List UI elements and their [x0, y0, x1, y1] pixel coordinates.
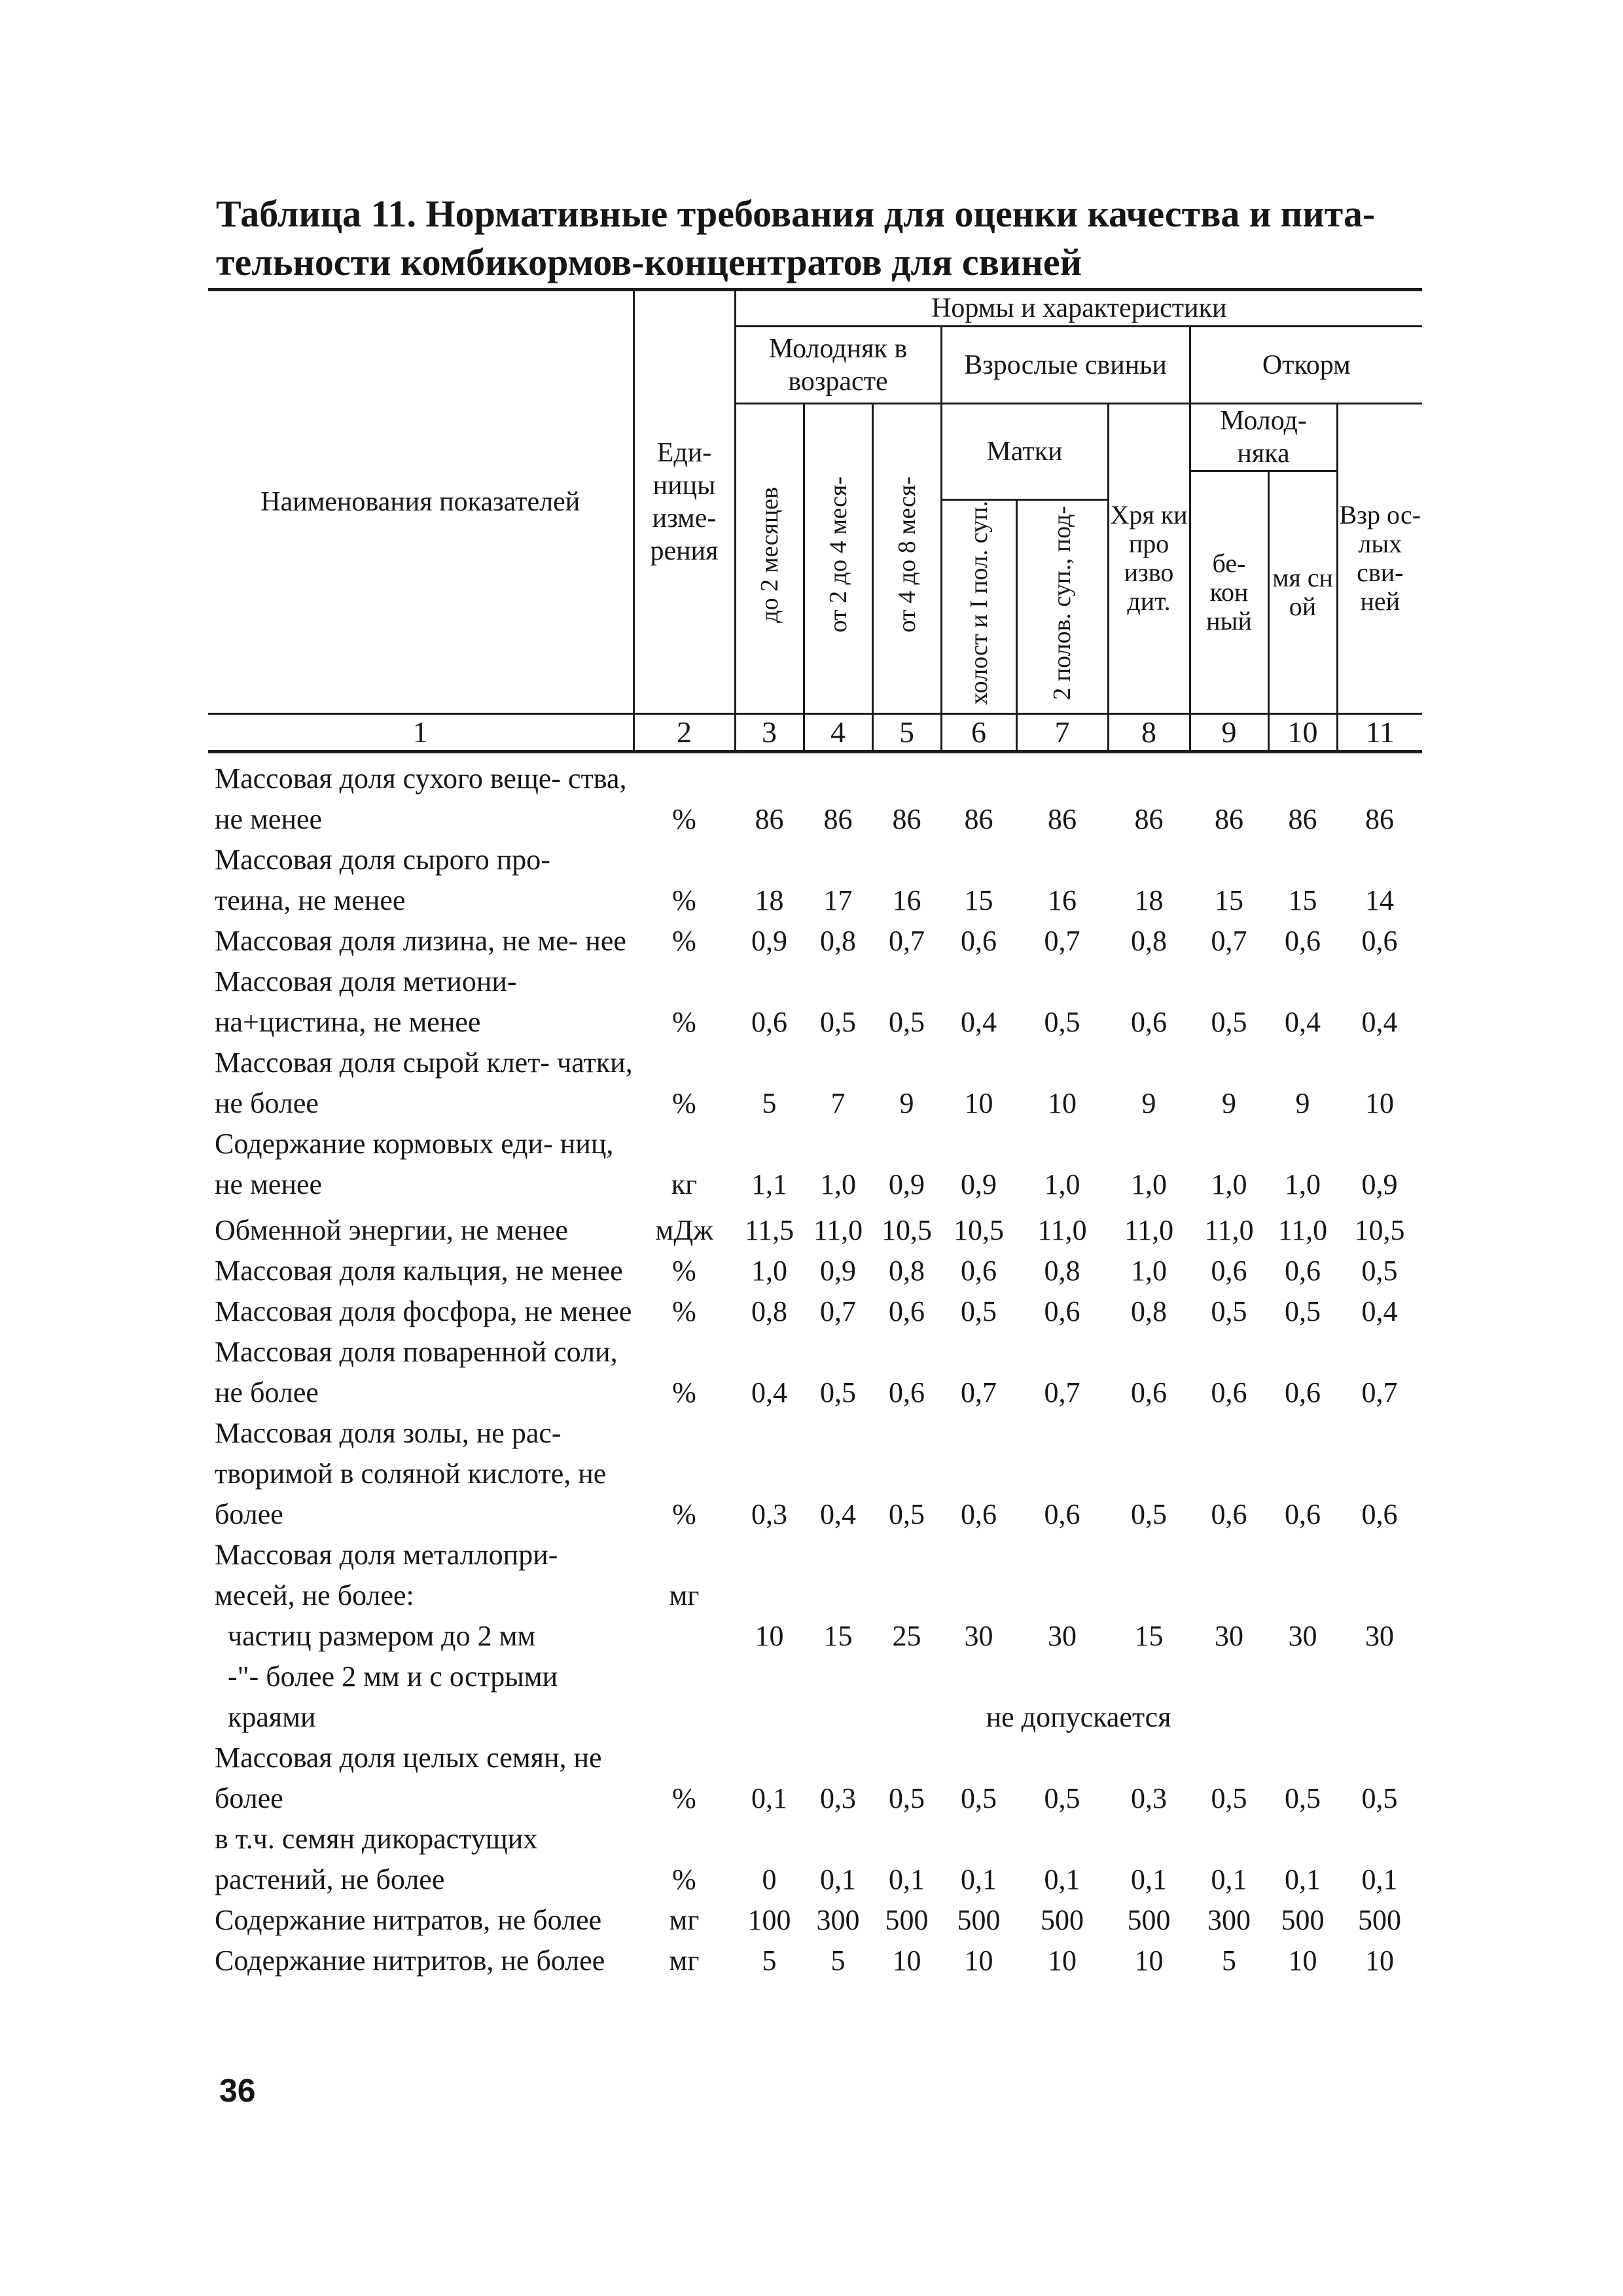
row-unit: % — [672, 1782, 696, 1814]
row-value: 10 — [892, 1944, 921, 1977]
row-value: 0,6 — [889, 1295, 925, 1327]
row-name: частиц размером до 2 мм — [228, 1619, 536, 1652]
row-value: 11,0 — [813, 1213, 863, 1246]
row-name: Массовая доля метиони- на+цистина, не менее — [215, 965, 517, 1038]
row-value: 17 — [823, 884, 853, 916]
table-row — [208, 1124, 1422, 1205]
header-boars: Хря ки про изво дит. — [1108, 404, 1190, 714]
header-age-3 — [872, 404, 941, 714]
row-value: 0,4 — [1361, 1295, 1398, 1327]
row-value: 5 — [762, 1944, 777, 1977]
row-value: 7 — [830, 1086, 846, 1119]
row-name: Массовая доля сырой клет- чатки, не более — [215, 1046, 633, 1119]
row-value: 1,0 — [1044, 1168, 1080, 1200]
row-value: 10 — [1048, 1944, 1077, 1977]
row-value: 10 — [1365, 1944, 1395, 1977]
row-value: 0,6 — [961, 1498, 997, 1530]
row-value: 10,5 — [954, 1213, 1004, 1246]
header-bacon: бе- кон ный — [1190, 471, 1268, 714]
row-value: 100 — [747, 1903, 791, 1936]
table-row — [208, 1657, 1422, 1738]
table-row — [208, 1900, 1422, 1941]
table-row — [208, 1043, 1422, 1124]
row-value: 16 — [892, 884, 921, 916]
row-unit — [633, 1616, 735, 1657]
col-number: 2 — [633, 713, 735, 751]
row-value: 0,1 — [1044, 1863, 1080, 1895]
row-value: 0,6 — [1361, 924, 1398, 957]
row-value: 0,8 — [1131, 1295, 1167, 1327]
row-value: 10 — [1288, 1944, 1317, 1977]
row-value: 0,3 — [751, 1498, 787, 1530]
row-value: 0,1 — [1285, 1863, 1321, 1895]
header-age-2-text: от 2 до 4 меся- — [824, 476, 852, 633]
header-sow-1 — [941, 500, 1016, 714]
title-line-1: Таблица 11. Нормативные требования для оценки качества и пита- — [216, 192, 1376, 235]
table-row — [208, 1819, 1422, 1900]
row-value: 11,0 — [1277, 1213, 1328, 1246]
col-number: 8 — [1108, 713, 1190, 751]
row-name: Массовая доля фосфора, не менее — [215, 1295, 632, 1327]
row-unit: % — [672, 1376, 696, 1408]
row-value: 5 — [1222, 1944, 1236, 1977]
row-value: 0,6 — [1361, 1498, 1398, 1530]
row-value: 1,0 — [1131, 1168, 1167, 1200]
row-value: 86 — [892, 802, 921, 835]
row-value: 0,4 — [1361, 1005, 1398, 1038]
row-value: 0,5 — [1211, 1005, 1247, 1038]
table-row — [208, 1941, 1422, 1981]
row-name: Массовая доля металлопри- месей, не более: — [215, 1538, 558, 1611]
row-value: 0,5 — [1285, 1295, 1321, 1327]
row-value — [1190, 1535, 1268, 1616]
row-value: 0,8 — [1044, 1254, 1080, 1287]
row-value: 18 — [1134, 884, 1164, 916]
header-meat: мя сн ой — [1268, 471, 1337, 714]
row-unit: кг — [671, 1168, 698, 1200]
row-name: Массовая доля поваренной соли, не более — [215, 1335, 618, 1408]
row-unit: % — [672, 802, 696, 835]
page-number: 36 — [219, 2072, 256, 2109]
row-value: 30 — [1048, 1619, 1077, 1652]
row-value: 30 — [1288, 1619, 1317, 1652]
row-value: 0,7 — [820, 1295, 856, 1327]
row-name: Обменной энергии, не менее — [215, 1213, 568, 1246]
row-value: 0,6 — [1211, 1376, 1247, 1408]
row-value: 30 — [964, 1619, 993, 1652]
row-value: 0,5 — [820, 1376, 856, 1408]
row-value: 0,9 — [889, 1168, 925, 1200]
row-unit: % — [672, 1295, 696, 1327]
row-value: 0,1 — [1211, 1863, 1247, 1895]
row-name: Содержание нитритов, не более — [215, 1944, 605, 1977]
row-unit: мг — [669, 1903, 700, 1936]
row-value: 500 — [1281, 1903, 1325, 1936]
table-row — [208, 1738, 1422, 1819]
col-number: 4 — [804, 713, 872, 751]
col-number: 10 — [1268, 713, 1337, 751]
table-row — [208, 1413, 1422, 1535]
row-value: 0,5 — [820, 1005, 856, 1038]
row-value: 0,5 — [1211, 1295, 1247, 1327]
table-row — [208, 1291, 1422, 1332]
row-value: 0,1 — [820, 1863, 856, 1895]
row-value: 86 — [823, 802, 853, 835]
row-value: 86 — [755, 802, 784, 835]
row-name: -"- более 2 мм и с острыми краями — [228, 1660, 558, 1733]
row-name: Массовая доля кальция, не менее — [215, 1254, 623, 1287]
col-number: 1 — [208, 713, 633, 751]
row-value: 86 — [964, 802, 993, 835]
row-unit: мг — [669, 1579, 700, 1611]
row-value: 500 — [1041, 1903, 1084, 1936]
row-value: 500 — [957, 1903, 1001, 1936]
row-value: 0,6 — [1285, 1254, 1321, 1287]
table-row — [208, 1332, 1422, 1413]
row-value: 0,5 — [1361, 1782, 1398, 1814]
row-unit: мДж — [655, 1213, 713, 1246]
row-value — [735, 1535, 804, 1616]
row-value: 0,5 — [1285, 1782, 1321, 1814]
header-norms: Нормы и характеристики — [735, 290, 1422, 327]
header-young: Молодняк в возрасте — [735, 327, 941, 404]
row-value — [1268, 1535, 1337, 1616]
row-value: 10 — [964, 1944, 993, 1977]
table-row — [208, 840, 1422, 921]
header-adults: Взрослые свиньи — [941, 327, 1190, 404]
row-value: 15 — [1288, 884, 1317, 916]
header-sow-2 — [1016, 500, 1108, 714]
row-value: 500 — [885, 1903, 929, 1936]
row-value: 0,1 — [751, 1782, 787, 1814]
row-value: 0,8 — [751, 1295, 787, 1327]
row-value: 10 — [1365, 1086, 1395, 1119]
row-unit: % — [672, 1005, 696, 1038]
row-value: 9 — [1222, 1086, 1236, 1119]
header-units: Еди- ницы изме- рения — [633, 290, 735, 714]
row-unit: % — [672, 1863, 696, 1895]
row-value: 300 — [816, 1903, 860, 1936]
row-name: Массовая доля целых семян, не более — [215, 1741, 602, 1814]
row-value: 86 — [1365, 802, 1395, 835]
header-young-fat: Молод- няка — [1190, 404, 1337, 471]
row-value: 0,6 — [1131, 1005, 1167, 1038]
row-value: 0,6 — [1285, 1376, 1321, 1408]
row-unit — [633, 1657, 735, 1738]
row-value: 0,8 — [889, 1254, 925, 1287]
row-value: 5 — [762, 1086, 777, 1119]
row-value: 0,9 — [820, 1254, 856, 1287]
row-value: 0,5 — [889, 1005, 925, 1038]
row-value: 300 — [1207, 1903, 1251, 1936]
row-value: 0,5 — [889, 1498, 925, 1530]
table-title — [216, 190, 1420, 287]
row-value: 0,5 — [1361, 1254, 1398, 1287]
header-age-2 — [804, 404, 872, 714]
row-value: 0,9 — [961, 1168, 997, 1200]
row-value: 10 — [1048, 1086, 1077, 1119]
row-value: 0,6 — [1211, 1254, 1247, 1287]
row-value: 14 — [1365, 884, 1395, 916]
row-value: 1,0 — [820, 1168, 856, 1200]
row-value: 9 — [899, 1086, 914, 1119]
table-header — [208, 290, 1422, 752]
row-value: 1,0 — [751, 1254, 787, 1287]
row-value: 1,0 — [1211, 1168, 1247, 1200]
row-value — [872, 1535, 941, 1616]
header-age-1 — [735, 404, 804, 714]
row-value: 10,5 — [1354, 1213, 1405, 1246]
row-value: 0,5 — [889, 1782, 925, 1814]
row-name: Массовая доля сухого веще- ства, не менее — [215, 762, 627, 835]
row-value: 500 — [1358, 1903, 1402, 1936]
col-number: 7 — [1016, 713, 1108, 751]
row-value — [1337, 1535, 1422, 1616]
header-adult-fat: Взр ос- лых сви- ней — [1337, 404, 1422, 714]
row-value: 11,5 — [744, 1213, 794, 1246]
row-value: 0,5 — [1044, 1782, 1080, 1814]
row-value: 5 — [830, 1944, 846, 1977]
table-row — [208, 1616, 1422, 1657]
row-value — [1016, 1535, 1108, 1616]
row-value: 30 — [1215, 1619, 1243, 1652]
row-value: 0,7 — [1044, 924, 1080, 957]
row-unit: % — [672, 924, 696, 957]
table-row — [208, 751, 1422, 840]
row-value: 0,4 — [1285, 1005, 1321, 1038]
row-value: 0,5 — [1131, 1498, 1167, 1530]
row-value — [1108, 1535, 1190, 1616]
row-value: 0,8 — [820, 924, 856, 957]
title-line-2: тельности комбикормов-концентратов для свиней — [216, 241, 1082, 283]
row-value: 0,1 — [1361, 1863, 1398, 1895]
row-value: 0,6 — [1285, 1498, 1321, 1530]
table-row — [208, 921, 1422, 961]
header-sow-1-text: холост и I пол. суп. — [965, 501, 993, 705]
table-row — [208, 1535, 1422, 1616]
row-value: 0,7 — [1361, 1376, 1398, 1408]
row-value: 0,5 — [1044, 1005, 1080, 1038]
norms-table — [208, 288, 1422, 1981]
row-value: 0,6 — [1211, 1498, 1247, 1530]
row-value: 10 — [964, 1086, 993, 1119]
row-value: 0,7 — [961, 1376, 997, 1408]
row-value: 1,0 — [1131, 1254, 1167, 1287]
header-fattening: Откорм — [1190, 327, 1422, 404]
row-value: 0,9 — [751, 924, 787, 957]
header-names: Наименования показателей — [208, 290, 633, 714]
row-name: Содержание кормовых еди- ниц, не менее — [215, 1127, 614, 1200]
row-name: Массовая доля лизина, не ме- нее — [215, 924, 626, 957]
col-number: 11 — [1337, 713, 1422, 751]
row-value: 1,1 — [751, 1168, 787, 1200]
row-value: 0 — [762, 1863, 777, 1895]
row-value: 25 — [892, 1619, 921, 1652]
row-unit: % — [672, 1086, 696, 1119]
row-value: 0,1 — [889, 1863, 925, 1895]
row-unit: % — [672, 1498, 696, 1530]
row-value: 30 — [1365, 1619, 1395, 1652]
row-value: 11,0 — [1124, 1213, 1174, 1246]
row-value: 10 — [1134, 1944, 1164, 1977]
row-value: 15 — [964, 884, 993, 916]
row-value: 500 — [1127, 1903, 1171, 1936]
row-value: 0,6 — [961, 1254, 997, 1287]
row-value: 10 — [755, 1619, 784, 1652]
row-value: 0,4 — [961, 1005, 997, 1038]
header-sows: Матки — [941, 404, 1108, 500]
row-value: 1,0 — [1285, 1168, 1321, 1200]
col-number: 6 — [941, 713, 1016, 751]
row-value: 9 — [1141, 1086, 1156, 1119]
row-name: Массовая доля золы, не рас- творимой в соляной кислоте, не более — [215, 1416, 607, 1530]
row-value: 0,9 — [1361, 1168, 1398, 1200]
row-value: 86 — [1048, 802, 1077, 835]
col-number: 3 — [735, 713, 804, 751]
row-value: 18 — [755, 884, 784, 916]
row-value: 0,5 — [1211, 1782, 1247, 1814]
row-value: 10,5 — [882, 1213, 932, 1246]
row-value: 0,7 — [1044, 1376, 1080, 1408]
row-value: 0,3 — [820, 1782, 856, 1814]
row-value: 0,1 — [1131, 1863, 1167, 1895]
row-value: 9 — [1295, 1086, 1310, 1119]
row-value: 11,0 — [1037, 1213, 1087, 1246]
row-value: 0,6 — [889, 1376, 925, 1408]
row-value: 0,6 — [1131, 1376, 1167, 1408]
row-value: 0,4 — [820, 1498, 856, 1530]
table-body — [208, 751, 1422, 1981]
row-value: 0,8 — [1131, 924, 1167, 957]
row-value: 0,6 — [961, 924, 997, 957]
row-value: 0,4 — [751, 1376, 787, 1408]
row-value — [804, 1535, 872, 1616]
row-value — [941, 1535, 1016, 1616]
row-value: 86 — [1134, 802, 1164, 835]
row-value: 0,5 — [961, 1782, 997, 1814]
row-value: 0,6 — [1044, 1295, 1080, 1327]
row-value: 0,7 — [889, 924, 925, 957]
row-name: в т.ч. семян дикорастущих растений, не более — [215, 1822, 538, 1895]
row-value: 0,6 — [1044, 1498, 1080, 1530]
row-value: 15 — [823, 1619, 853, 1652]
header-age-3-text: от 4 до 8 меся- — [893, 476, 921, 633]
header-age-1-text: до 2 месяцев — [755, 486, 783, 623]
col-number: 5 — [872, 713, 941, 751]
row-value: 15 — [1215, 884, 1243, 916]
row-value: 16 — [1048, 884, 1077, 916]
row-value: 0,6 — [1285, 924, 1321, 957]
row-value: 0,5 — [961, 1295, 997, 1327]
col-number: 9 — [1190, 713, 1268, 751]
header-sow-2-text: 2 полов. суп., под- — [1048, 505, 1076, 700]
row-value: 0,1 — [961, 1863, 997, 1895]
row-value: 0,7 — [1211, 924, 1247, 957]
row-name: Массовая доля сырого про- теина, не менее — [215, 843, 550, 916]
row-value: 0,3 — [1131, 1782, 1167, 1814]
row-value: 86 — [1288, 802, 1317, 835]
table-row — [208, 1251, 1422, 1291]
row-name: Содержание нитратов, не более — [215, 1903, 602, 1936]
row-note: не допускается — [986, 1700, 1171, 1733]
row-value: 11,0 — [1204, 1213, 1254, 1246]
row-value: 0,6 — [751, 1005, 787, 1038]
table-row — [208, 961, 1422, 1043]
row-value: 86 — [1215, 802, 1243, 835]
row-unit: % — [672, 884, 696, 916]
row-unit: % — [672, 1254, 696, 1287]
row-value: 15 — [1134, 1619, 1164, 1652]
row-unit: мг — [669, 1944, 700, 1977]
table-row — [208, 1205, 1422, 1251]
